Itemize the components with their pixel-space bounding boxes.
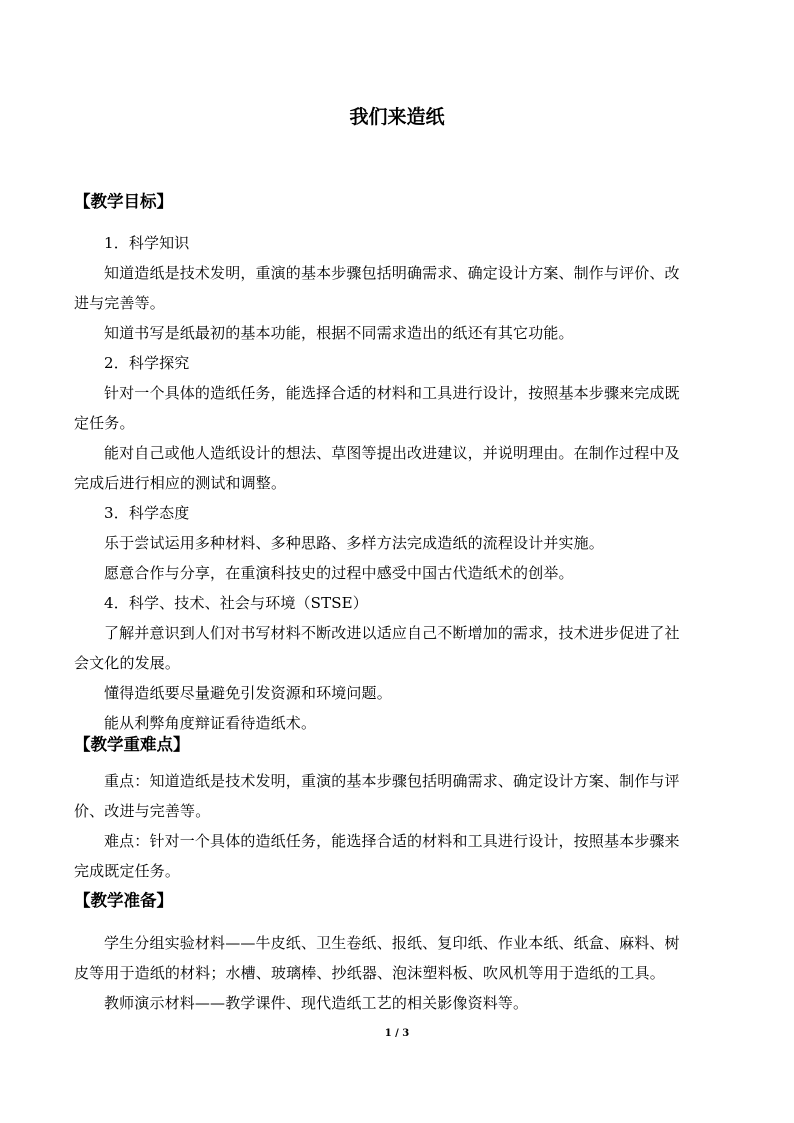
paragraph-line: 懂得造纸要尽量避免引发资源和环境问题。 [104, 684, 392, 702]
paragraph-line: 皮等用于造纸的材料；水槽、玻璃棒、抄纸器、泡沫塑料板、吹风机等用于造纸的工具。 [74, 964, 665, 982]
paragraph-line: 重点：知道造纸是技术发明，重演的基本步骤包括明确需求、确定设计方案、制作与评 [104, 772, 680, 790]
section-heading-preparation: 【教学准备】 [74, 891, 173, 910]
paragraph-line: 针对一个具体的造纸任务，能选择合适的材料和工具进行设计，按照基本步骤来完成既 [104, 384, 680, 402]
objectives-body [74, 228, 722, 738]
paragraph-line: 教师演示材料——教学课件、现代造纸工艺的相关影像资料等。 [104, 994, 529, 1012]
subheading-science-inquiry: 2．科学探究 [104, 354, 190, 372]
key-difficult-body [74, 766, 722, 886]
paragraph-line: 完成既定任务。 [74, 862, 181, 880]
subheading-science-attitude: 3．科学态度 [104, 504, 190, 522]
subheading-stse: 4．科学、技术、社会与环境（STSE） [104, 594, 368, 612]
paragraph-line: 会文化的发展。 [74, 654, 181, 672]
paragraph-line: 知道造纸是技术发明，重演的基本步骤包括明确需求、确定设计方案、制作与评价、改 [104, 264, 680, 282]
paragraph-line: 价、改进与完善等。 [74, 802, 211, 820]
paragraph-line: 知道书写是纸最初的基本功能，根据不同需求造出的纸还有其它功能。 [104, 324, 574, 342]
paragraph-line: 能对自己或他人造纸设计的想法、草图等提出改进建议，并说明理由。在制作过程中及 [104, 444, 680, 462]
subheading-science-knowledge: 1．科学知识 [104, 234, 190, 252]
paragraph-line: 难点：针对一个具体的造纸任务，能选择合适的材料和工具进行设计，按照基本步骤来 [104, 832, 680, 850]
section-heading-key-difficult: 【教学重难点】 [74, 735, 190, 754]
paragraph-line: 进与完善等。 [74, 294, 165, 312]
paragraph-line: 了解并意识到人们对书写材料不断改进以适应自己不断增加的需求，技术进步促进了社 [104, 624, 680, 642]
paragraph-line: 定任务。 [74, 414, 135, 432]
paragraph-line: 能从利弊角度辩证看待造纸术。 [104, 714, 317, 732]
page-number: 1 / 3 [384, 1028, 410, 1039]
paragraph-line: 乐于尝试运用多种材料、多种思路、多样方法完成造纸的流程设计并实施。 [104, 534, 604, 552]
paragraph-line: 完成后进行相应的测试和调整。 [74, 474, 287, 492]
section-heading-objectives: 【教学目标】 [74, 192, 173, 211]
page-title: 我们来造纸 [349, 106, 445, 128]
paragraph-line: 学生分组实验材料——牛皮纸、卫生卷纸、报纸、复印纸、作业本纸、纸盒、麻料、树 [104, 934, 680, 952]
preparation-body [74, 928, 722, 1018]
paragraph-line: 愿意合作与分享，在重演科技史的过程中感受中国古代造纸术的创举。 [104, 564, 574, 582]
